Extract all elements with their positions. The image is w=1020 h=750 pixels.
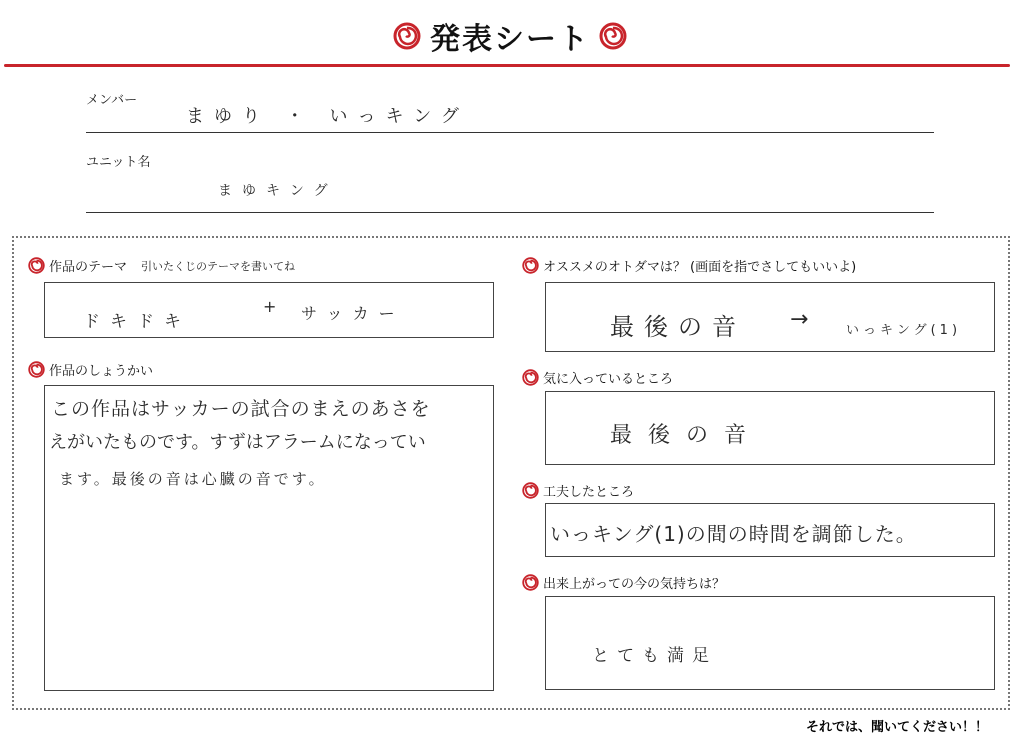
feeling-box	[545, 596, 995, 690]
swirl-icon	[522, 482, 539, 499]
favorite-label: 気に入っているところ	[543, 372, 674, 387]
theme-value-plus: +	[263, 297, 287, 316]
favorite-value: 最後の音	[610, 423, 763, 448]
theme-heading	[28, 256, 295, 275]
swirl-icon	[28, 257, 45, 274]
theme-hint: 引いたくじのテーマを書いてね	[141, 259, 296, 273]
favorite-box	[545, 391, 995, 465]
recommend-value-main: 最後の音	[610, 313, 746, 341]
unit-label: ユニット名	[86, 155, 151, 170]
theme-label: 作品のテーマ	[49, 260, 128, 275]
feeling-label: 出来上がっての今の気持ちは？	[543, 577, 726, 592]
swirl-icon	[599, 22, 627, 50]
effort-value: いっキング(1)の間の時間を調節した。	[550, 522, 917, 546]
unit-value: まゆキング	[218, 183, 338, 199]
recommend-box	[545, 282, 995, 352]
recommend-arrow: →	[790, 307, 809, 332]
intro-box	[44, 385, 494, 691]
effort-heading	[522, 481, 634, 500]
swirl-icon	[522, 574, 539, 591]
unit-underline	[86, 212, 934, 213]
favorite-heading	[522, 368, 673, 387]
title-bar	[0, 14, 1020, 64]
title-divider	[4, 64, 1010, 67]
recommend-heading	[522, 256, 856, 275]
recommend-value-sub: いっキング(1)	[846, 323, 962, 338]
theme-value-left: ドキドキ	[83, 312, 191, 332]
intro-heading	[28, 360, 153, 379]
theme-value-right: サッカー	[301, 304, 405, 323]
effort-label: 工夫したところ	[543, 485, 635, 500]
effort-box	[545, 503, 995, 557]
footer-text: それでは、聞いてください！！	[805, 720, 988, 735]
recommend-label: オススメのオトダマは？ (画面を指でさしてもいいよ)	[543, 260, 857, 275]
intro-line-3: ます。最後の音は心臓の音です。	[59, 470, 327, 488]
feeling-heading	[522, 573, 725, 592]
swirl-icon	[393, 22, 421, 50]
member-label: メンバー	[86, 93, 138, 108]
swirl-icon	[522, 257, 539, 274]
intro-line-1: この作品はサッカーの試合のまえのあさを	[51, 398, 431, 420]
page-title: 発表シート	[430, 22, 590, 57]
intro-line-2: えがいたものです。すずはアラームになってい	[49, 432, 426, 453]
member-value: まゆり ・ いっキング	[186, 106, 469, 127]
theme-box	[44, 282, 494, 338]
feeling-value: とても満足	[592, 646, 717, 666]
member-underline	[86, 132, 934, 133]
intro-label: 作品のしょうかい	[49, 364, 154, 379]
swirl-icon	[522, 369, 539, 386]
swirl-icon	[28, 361, 45, 378]
